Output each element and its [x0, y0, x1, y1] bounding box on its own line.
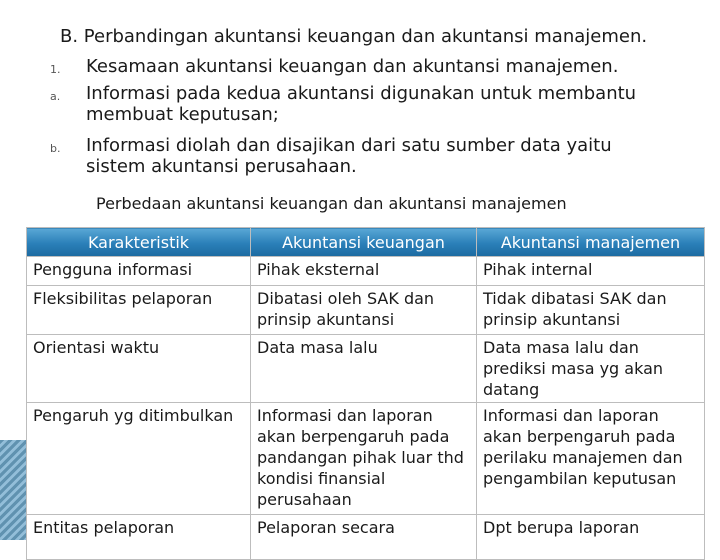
list-item-line: Kesamaan akuntansi keuangan dan akuntansi manajemen.: [86, 56, 619, 77]
table-row: [27, 335, 705, 403]
table-cell: Pelaporan secara: [251, 515, 477, 560]
table-cell: Data masa lalu dan prediksi masa yg akan datang: [477, 335, 705, 403]
table-cell: Data masa lalu: [251, 335, 477, 403]
table-cell: Tidak dibatasi SAK dan prinsip akuntansi: [477, 286, 705, 335]
column-header-akuntansi-manajemen: Akuntansi manajemen: [477, 228, 705, 257]
list-marker: a.: [50, 90, 61, 103]
table-row: [27, 257, 705, 286]
table-row: [27, 515, 705, 560]
comparison-table: [26, 227, 705, 560]
list-item-line: sistem akuntansi perusahaan.: [86, 156, 357, 177]
table-cell: Fleksibilitas pelaporan: [27, 286, 251, 335]
list-item: [86, 83, 686, 125]
table-cell: Pengaruh yg ditimbulkan: [27, 403, 251, 515]
column-header-karakteristik: Karakteristik: [27, 228, 251, 257]
table-row: [27, 286, 705, 335]
table-cell: Orientasi waktu: [27, 335, 251, 403]
list-item-line: Informasi pada kedua akuntansi digunakan untuk membantu: [86, 83, 637, 104]
list-item: [86, 56, 686, 77]
table-row: [27, 403, 705, 515]
table-cell: Pihak internal: [477, 257, 705, 286]
table-header-row: [27, 228, 705, 257]
column-header-akuntansi-keuangan: Akuntansi keuangan: [251, 228, 477, 257]
table-cell: Informasi dan laporan akan berpengaruh pada pandangan pihak luar thd kondisi finansial perusahaan: [251, 403, 477, 515]
table-cell: Dpt berupa laporan: [477, 515, 705, 560]
table-cell: Pengguna informasi: [27, 257, 251, 286]
table-title: Perbedaan akuntansi keuangan dan akuntansi manajemen: [96, 194, 567, 213]
list-item-line: membuat keputusan;: [86, 104, 279, 125]
table-cell: Informasi dan laporan akan berpengaruh pada perilaku manajemen dan pengambilan keputusan: [477, 403, 705, 515]
section-heading: B. Perbandingan akuntansi keuangan dan akuntansi manajemen.: [60, 26, 648, 47]
list-item: [86, 135, 686, 177]
list-marker: b.: [50, 142, 61, 155]
list-marker: 1.: [50, 63, 61, 76]
list-item-line: Informasi diolah dan disajikan dari satu sumber data yaitu: [86, 135, 612, 156]
table-cell: Dibatasi oleh SAK dan prinsip akuntansi: [251, 286, 477, 335]
table-cell: Entitas pelaporan: [27, 515, 251, 560]
table-cell: Pihak eksternal: [251, 257, 477, 286]
